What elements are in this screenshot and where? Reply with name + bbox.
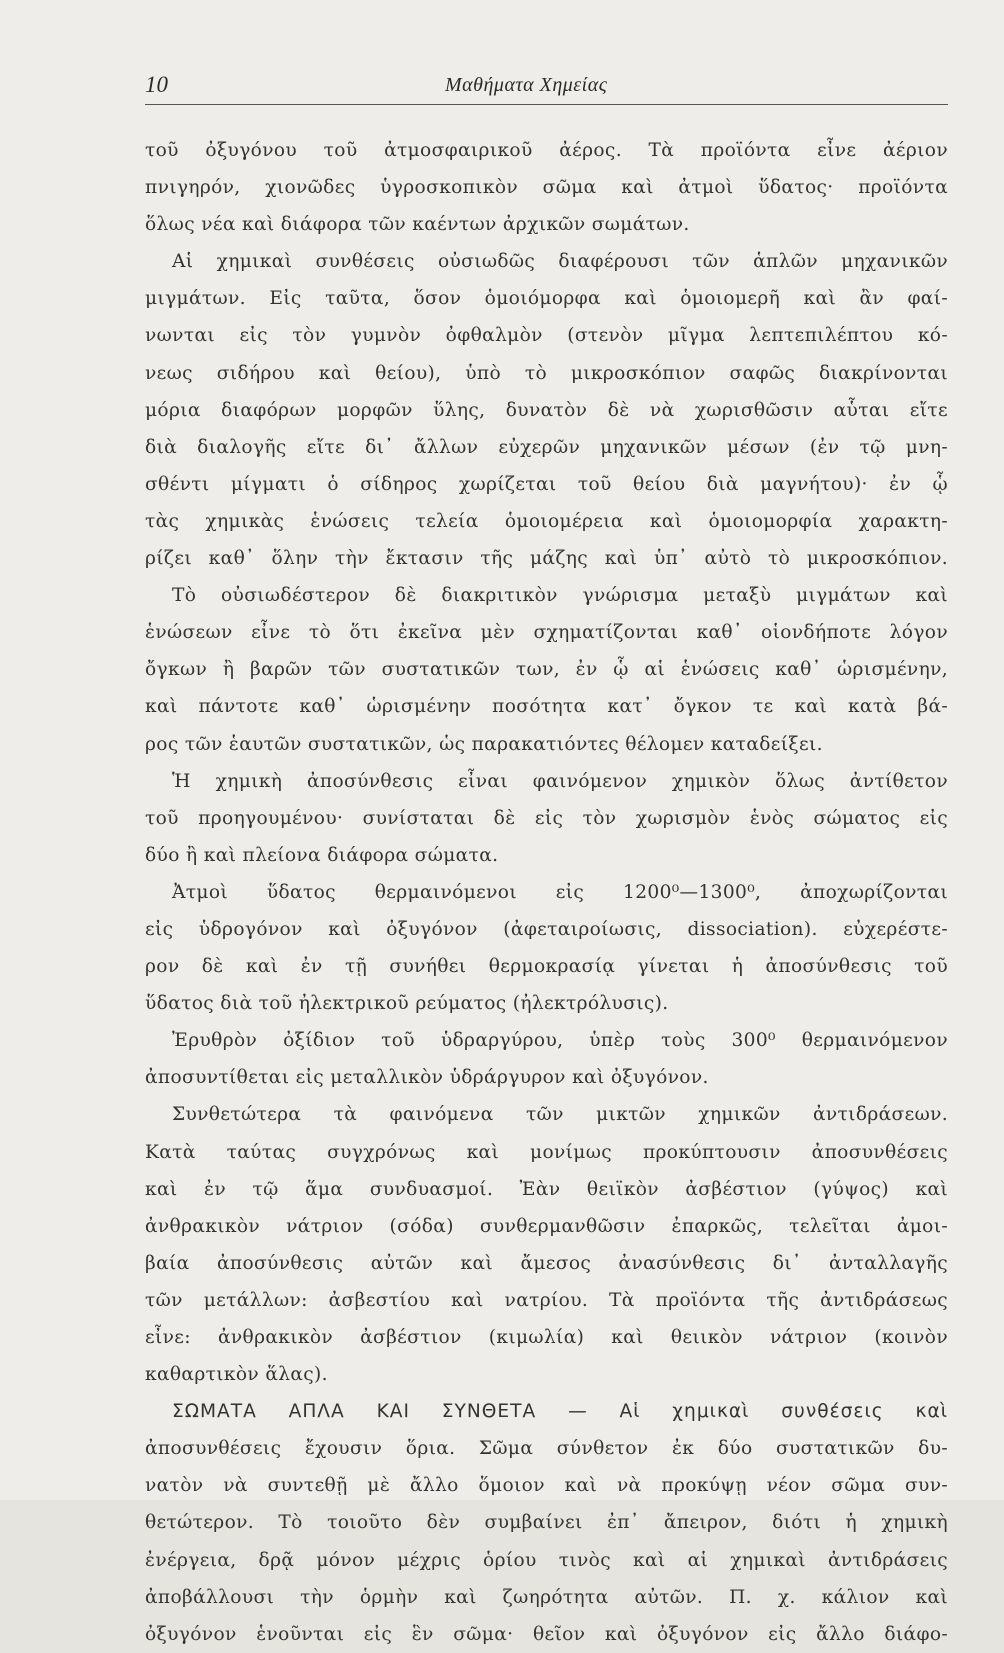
text-line: νωνται εἰς τὸν γυμνὸν ὀφθαλμὸν (στενὸν μῖγμα λεπτεπιλέπτου κό-	[145, 325, 948, 347]
text-line: βαία ἀποσύνθεσις αὐτῶν καὶ ἄμεσος ἀνασύνθεσις δι᾽ ἀνταλλαγῆς	[145, 1252, 948, 1274]
text-line: τὰς χημικὰς ἑνώσεις τελεία ὁμοιομέρεια καὶ ὁμοιομορφία χαρακτη-	[145, 510, 948, 532]
text-line: εἰς ὑδρογόνον καὶ ὀξυγόνον (ἀφεταιροίωσις, dissociation). εὐχερέστε-	[145, 918, 948, 940]
text-line: νατὸν νὰ συντεθῇ μὲ ἄλλο ὅμοιον καὶ νὰ προκύψῃ νέον σῶμα συν-	[145, 1475, 948, 1497]
text-line: νεως σιδήρου καὶ θείου), ὑπὸ τὸ μικροσκόπιον σαφῶς διακρίνονται	[145, 362, 948, 384]
text-line: καὶ πάντοτε καθ᾽ ὡρισμένην ποσότητα κατ᾽ ὄγκον τε καὶ κατὰ βά-	[145, 696, 948, 718]
text-line: δύο ἢ καὶ πλείονα διάφορα σώματα.	[145, 844, 499, 866]
body-text	[118, 132, 948, 1653]
text-line: σθέντι μίγματι ὁ σίδηρος χωρίζεται τοῦ θείου διὰ μαγνήτου)· ἐν ᾧ	[145, 473, 948, 495]
text-line: Κατὰ ταύτας συγχρόνως καὶ μονίμως προκύπτουσιν ἀποσυνθέσεις	[145, 1141, 948, 1163]
text-line: ἀποβάλλουσι τὴν ὁρμὴν καὶ ζωηρότητα αὐτῶν. Π. χ. κάλιον καὶ	[145, 1586, 948, 1608]
text-line: ρος τῶν ἑαυτῶν συστατικῶν, ὡς παρακατιόντες θέλομεν καταδείξει.	[145, 733, 823, 755]
text-line: καὶ ἐν τῷ ἅμα συνδυασμοί. Ἐὰν θειϊκὸν ἀσβέστιον (γύψος) καὶ	[145, 1178, 948, 1200]
text-line: ὄγκων ἢ βαρῶν τῶν συστατικῶν των, ἐν ᾧ αἱ ἑνώσεις καθ᾽ ὡρισμένην,	[145, 659, 948, 681]
text-line: ὅλως νέα καὶ διάφορα τῶν καέντων ἀρχικῶν σωμάτων.	[145, 214, 690, 236]
text-line: διὰ διαλογῆς εἴτε δι᾽ ἄλλων εὐχερῶν μηχανικῶν μέσων (ἐν τῷ μνη-	[145, 436, 948, 458]
text-line: θετώτερον. Τὸ τοιοῦτο δὲν συμβαίνει ἐπ᾽ ἄπειρον, διότι ἡ χημικὴ	[145, 1512, 948, 1534]
text-line: ρίζει καθ᾽ ὅλην τὴν ἔκτασιν τῆς μάζης καὶ ὑπ᾽ αὐτὸ τὸ μικροσκόπιον.	[145, 548, 948, 570]
text-line: ὕδατος διὰ τοῦ ἠλεκτρικοῦ ρεύματος (ἠλεκτρόλυσις).	[145, 993, 669, 1015]
running-title: Μαθήματα Χημείας	[445, 74, 608, 96]
text-line: Ἡ χημικὴ ἀποσύνθεσις εἶναι φαινόμενον χημικὸν ὅλως ἀντίθετον	[172, 770, 948, 792]
text-line: Ἐρυθρὸν ὀξίδιον τοῦ ὑδραργύρου, ὑπὲρ τοὺς 300⁰ θερμαινόμενον	[172, 1030, 948, 1052]
text-line: Τὸ οὐσιωδέστερον δὲ διακριτικὸν γνώρισμα μεταξὺ μιγμάτων καὶ	[172, 585, 948, 607]
text-line: ὀξυγόνον ἑνοῦνται εἰς ἓν σῶμα· θεῖον καὶ ὀξυγόνον εἰς ἄλλο διάφο-	[145, 1623, 948, 1645]
text-line: ἐνέργεια, δρᾷ μόνον μέχρις ὁρίου τινὸς καὶ αἱ χημικαὶ ἀντιδράσεις	[145, 1549, 948, 1571]
text-line: ρον δὲ καὶ ἐν τῇ συνήθει θερμοκρασίᾳ γίνεται ἡ ἀποσύνθεσις τοῦ	[145, 956, 948, 978]
text-line: πνιγηρόν, χιονῶδες ὑγροσκοπικὸν σῶμα καὶ ἀτμοὶ ὕδατος· προϊόντα	[145, 177, 948, 199]
text-line: εἶνε: ἀνθρακικὸν ἀσβέστιον (κιμωλία) καὶ θειικὸν νάτριον (κοινὸν	[145, 1327, 948, 1348]
page-header	[145, 66, 945, 106]
text-line: τοῦ ὀξυγόνου τοῦ ἀτμοσφαιρικοῦ ἀέρος. Τὰ προϊόντα εἶνε ἀέριον	[145, 140, 948, 161]
text-line: καθαρτικὸν ἅλας).	[145, 1364, 328, 1386]
text-line: τοῦ προηγουμένου· συνίσταται δὲ εἰς τὸν χωρισμὸν ἑνὸς σώματος εἰς	[145, 807, 948, 829]
text-line: μόρια διαφόρων μορφῶν ὕλης, δυνατὸν δὲ νὰ χωρισθῶσιν αὗται εἴτε	[145, 399, 948, 421]
text-line: Ἀτμοὶ ὕδατος θερμαινόμενοι εἰς 1200⁰—1300⁰, ἀποχωρίζονται	[172, 881, 948, 903]
text-line: ἀποσυνθέσεις ἔχουσιν ὅρια. Σῶμα σύνθετον ἐκ δύο συστατικῶν δυ-	[145, 1438, 948, 1460]
text-line: Αἱ χημικαὶ συνθέσεις οὐσιωδῶς διαφέρουσι τῶν ἁπλῶν μηχανικῶν	[172, 251, 948, 273]
page-number: 10	[145, 72, 168, 97]
text-line: ἀποσυντίθεται εἰς μεταλλικὸν ὑδράργυρον καὶ ὀξυγόνον.	[145, 1067, 709, 1089]
text-line: ἀνθρακικὸν νάτριον (σόδα) συνθερμανθῶσιν ἐπαρκῶς, τελεῖται ἀμοι-	[145, 1215, 948, 1237]
text-line: Συνθετώτερα τὰ φαινόμενα τῶν μικτῶν χημικῶν ἀντιδράσεων.	[172, 1104, 948, 1126]
text-line: ΣΩΜΑΤΑ ΑΠΛΑ ΚΑΙ ΣΥΝΘΕΤΑ — Αἱ χημικαὶ συνθέσεις καὶ	[172, 1401, 948, 1423]
text-line: ἑνώσεων εἶνε τὸ ὅτι ἐκεῖνα μὲν σχηματίζονται καθ᾽ οἱονδήποτε λόγον	[145, 622, 948, 644]
header-rule	[145, 104, 948, 105]
text-line: μιγμάτων. Εἰς ταῦτα, ὅσον ὁμοιόμορφα καὶ ὁμοιομερῆ καὶ ἂν φαί-	[145, 288, 948, 310]
text-line: τῶν μετάλλων: ἀσβεστίου καὶ νατρίου. Τὰ προϊόντα τῆς ἀντιδράσεως	[145, 1289, 948, 1311]
